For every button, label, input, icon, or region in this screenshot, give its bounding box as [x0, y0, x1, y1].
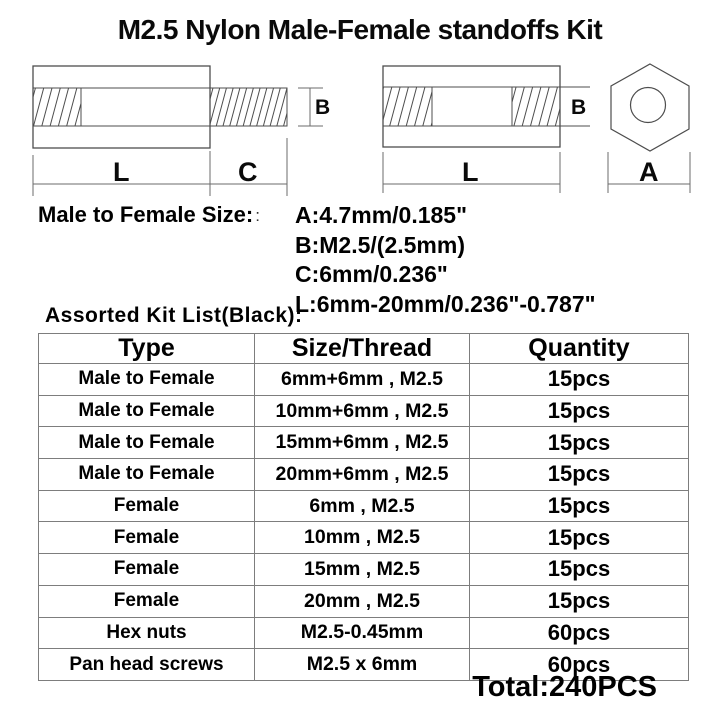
qty-cell: 60pcs [470, 617, 689, 649]
hex-end-view-diagram [608, 64, 690, 193]
type-cell: Female [39, 554, 255, 586]
header-size-thread: Size/Thread [255, 334, 470, 364]
dim-label-C: C [238, 157, 258, 187]
table-row [39, 395, 689, 427]
table-row [39, 522, 689, 554]
dim-label-L: L [113, 157, 130, 187]
size-spec-label-colon: : [255, 206, 260, 225]
internal-thread-hatch-left [383, 87, 432, 126]
type-cell: Female [39, 585, 255, 617]
qty-cell: 15pcs [470, 395, 689, 427]
qty-cell: 15pcs [470, 427, 689, 459]
bore-circle [631, 88, 666, 123]
size-spec-lines [295, 201, 596, 319]
size-cell: 6mm+6mm , M2.5 [255, 364, 470, 396]
size-cell: 15mm , M2.5 [255, 554, 470, 586]
dim-label-B: B [571, 96, 587, 119]
internal-thread-hatch [33, 88, 81, 126]
male-female-standoff-diagram [33, 66, 330, 196]
dim-label-B: B [315, 96, 331, 119]
table-row [39, 459, 689, 491]
type-cell: Female [39, 522, 255, 554]
size-cell: M2.5-0.45mm [255, 617, 470, 649]
type-cell: Male to Female [39, 395, 255, 427]
size-cell: M2.5 x 6mm [255, 649, 470, 681]
spec-line-l: L:6mm-20mm/0.236"-0.787" [295, 290, 596, 317]
size-spec-label-text: Male to Female Size: [38, 202, 254, 227]
dim-label-L: L [462, 157, 479, 187]
qty-cell: 60pcs [470, 649, 689, 681]
kit-list-heading: Assorted Kit List(Black): [45, 304, 303, 327]
spec-line-b: B:M2.5/(2.5mm) [295, 231, 465, 258]
header-type: Type [39, 334, 255, 364]
size-cell: 10mm , M2.5 [255, 522, 470, 554]
table-row [39, 490, 689, 522]
qty-cell: 15pcs [470, 459, 689, 491]
size-cell: 6mm , M2.5 [255, 490, 470, 522]
type-cell: Male to Female [39, 427, 255, 459]
table-row [39, 554, 689, 586]
size-cell: 20mm+6mm , M2.5 [255, 459, 470, 491]
spec-line-c: C:6mm/0.236" [295, 261, 448, 288]
kit-table [38, 333, 689, 681]
qty-cell: 15pcs [470, 364, 689, 396]
type-cell: Male to Female [39, 364, 255, 396]
type-cell: Hex nuts [39, 617, 255, 649]
male-stud-thread [210, 88, 287, 126]
size-cell: 20mm , M2.5 [255, 585, 470, 617]
size-cell: 15mm+6mm , M2.5 [255, 427, 470, 459]
table-row [39, 364, 689, 396]
qty-cell: 15pcs [470, 490, 689, 522]
female-standoff-diagram [383, 66, 590, 193]
size-spec-label [38, 202, 260, 228]
qty-cell: 15pcs [470, 522, 689, 554]
type-cell: Pan head screws [39, 649, 255, 681]
qty-cell: 15pcs [470, 585, 689, 617]
internal-thread-hatch-right [512, 87, 560, 126]
qty-cell: 15pcs [470, 554, 689, 586]
spec-line-a: A:4.7mm/0.185" [295, 202, 467, 228]
header-quantity: Quantity [470, 334, 689, 364]
table-row [39, 585, 689, 617]
total-count: Total:240PCS [472, 671, 657, 703]
size-cell: 10mm+6mm , M2.5 [255, 395, 470, 427]
table-row [39, 427, 689, 459]
type-cell: Male to Female [39, 459, 255, 491]
page-title: M2.5 Nylon Male-Female standoffs Kit [117, 14, 603, 45]
type-cell: Female [39, 490, 255, 522]
table-row [39, 617, 689, 649]
dim-label-A: A [639, 157, 659, 187]
standoff-technical-drawings [0, 0, 720, 200]
table-header-row [39, 334, 689, 364]
